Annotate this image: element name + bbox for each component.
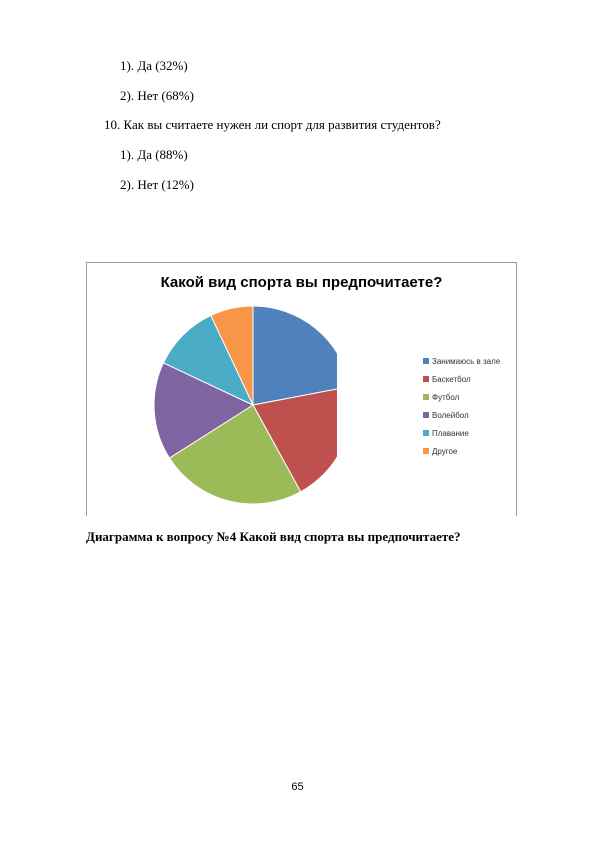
figure-caption: Диаграмма к вопросу №4 Какой вид спорта вы предпочитаете? [86, 529, 461, 544]
legend-swatch [423, 430, 429, 436]
legend-label: Волейбол [432, 410, 469, 420]
legend-item [423, 370, 500, 388]
legend-swatch [423, 448, 429, 454]
legend-label: Плавание [432, 428, 469, 438]
legend-swatch [423, 394, 429, 400]
chart-title: Какой вид спорта вы предпочитаете? [160, 274, 443, 291]
legend-item [423, 442, 500, 460]
pie-chart [87, 263, 337, 517]
legend-label: Другое [432, 446, 458, 456]
legend-label: Занимаюсь в зале [432, 356, 501, 366]
answer-no-q10: 2). Нет (12%) [120, 177, 194, 192]
answer-no-q9: 2). Нет (68%) [120, 88, 194, 103]
answer-yes-q10: 1). Да (88%) [120, 147, 188, 162]
page-number: 65 [291, 781, 304, 793]
legend-item [423, 424, 500, 442]
question-10: 10. Как вы считаете нужен ли спорт для развития студентов? [104, 117, 441, 132]
pie-chart-frame [86, 262, 517, 516]
legend-item [423, 406, 500, 424]
legend-label: Баскетбол [432, 374, 471, 384]
answer-yes-q9: 1). Да (32%) [120, 58, 188, 73]
pie-slice-1 [253, 306, 337, 405]
legend-swatch [423, 358, 429, 364]
legend-item [423, 388, 500, 406]
chart-legend [423, 352, 500, 460]
legend-label: Футбол [432, 392, 460, 402]
legend-swatch [423, 376, 429, 382]
legend-swatch [423, 412, 429, 418]
legend-item [423, 352, 500, 370]
